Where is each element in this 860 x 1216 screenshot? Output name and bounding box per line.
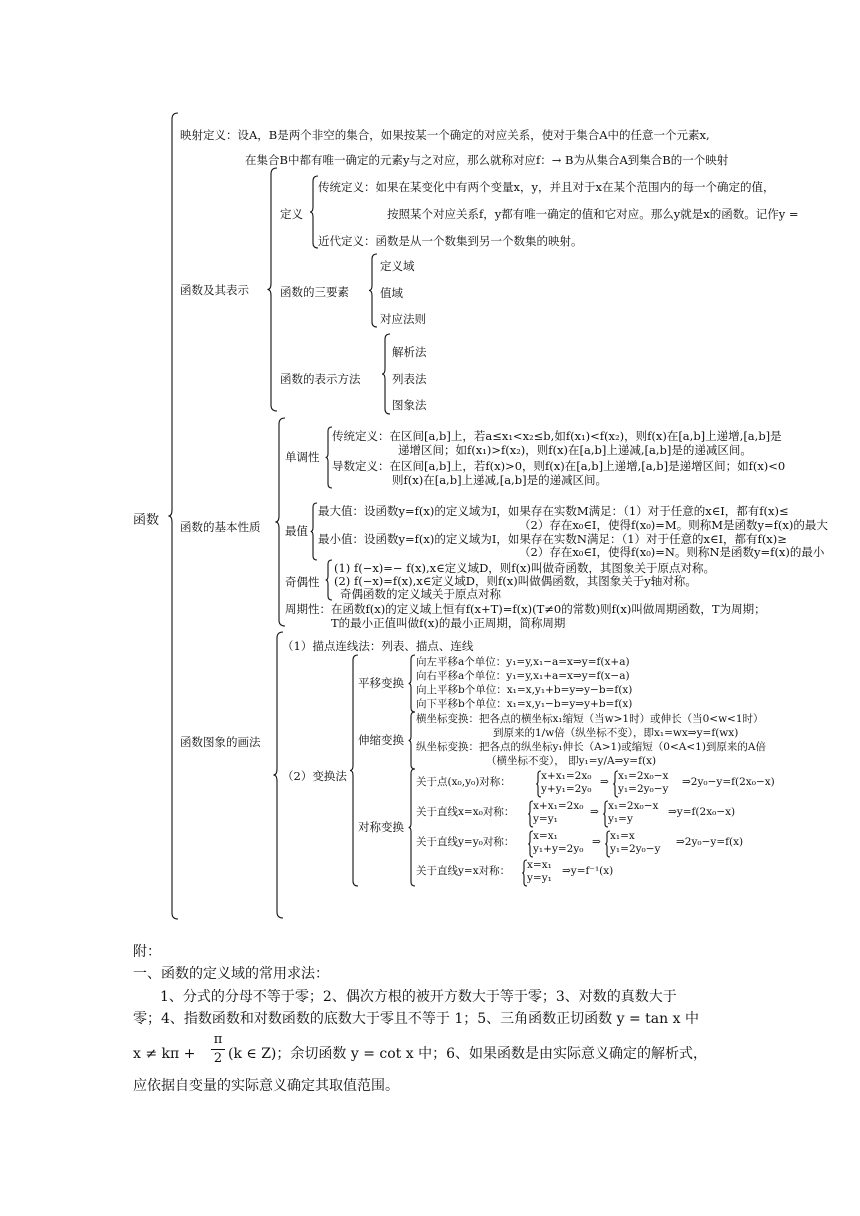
- brace-extremum: [311, 503, 317, 560]
- parity-line: 奇偶函数的定义域关于原点对称: [340, 587, 501, 601]
- symmetry-system: y₁+y=2y₀: [533, 843, 584, 855]
- symmetry-system: x+x₁=2x₀: [533, 800, 584, 812]
- symmetry-diagonal-prefix: 关于直线y=x对称：: [416, 865, 511, 877]
- appendix-paragraph: 1、分式的分母不等于零；2、偶次方根的被开方数大于等于零；3、对数的真数大于: [160, 989, 677, 1005]
- transform-method-label: （2）变换法: [282, 769, 347, 783]
- symmetry-result: ⇒y=f(2x₀−x): [668, 806, 736, 818]
- three-element-item: 值域: [380, 286, 403, 300]
- extremum-line: 最大值：设函数y=f(x)的定义域为I，如果存在实数M满足：（1）对于任意的x∈I，都有f(x)≤: [318, 504, 789, 518]
- translation-line: 向右平移a个单位：y₁=y,x₁+a=x⇒y=f(x−a): [416, 670, 630, 682]
- section-properties-title: 函数的基本性质: [180, 520, 261, 534]
- appendix-paragraph: 应依据自变量的实际意义确定其取值范围。: [133, 1078, 399, 1094]
- representation-methods-label: 函数的表示方法: [280, 372, 361, 386]
- brace-three-elements: [369, 254, 377, 327]
- symmetry-system: x=x₁: [533, 830, 558, 842]
- translation-label: 平移变换: [358, 676, 404, 690]
- symmetry-system: x₁=2x₀−x: [618, 770, 669, 782]
- translation-line: 向上平移b个单位：x₁=x,y₁+b=y⇒y−b=f(x): [416, 684, 633, 696]
- monotonicity-label: 单调性: [285, 450, 320, 464]
- implies-symbol: ⇒: [590, 806, 599, 818]
- brace-definition: [310, 176, 318, 248]
- appendix-paragraph: (k ∈ Z)；余切函数 y = cot x 中；6、如果函数是由实际意义确定的解析式，: [228, 1046, 707, 1062]
- extremum-line: （2）存在x₀∈I，使得f(x₀)=N。则称N是函数y=f(x)的最小: [519, 545, 825, 559]
- brace-transform: [350, 655, 358, 886]
- symmetry-system: y₁=2y₀−y: [618, 783, 669, 795]
- symmetry-label: 对称变换: [358, 820, 404, 834]
- brace-symmetry: [409, 769, 415, 886]
- three-element-item: 定义域: [380, 259, 415, 273]
- brace-root: [168, 113, 178, 919]
- symmetry-result: ⇒2y₀−y=f(x): [676, 836, 744, 848]
- monotonicity-line: 传统定义：在区间[a,b]上，若a≤x₁<x₂≤b,如f(x₁)<f(x₂)，则f(x)在[a,b]上递增,[a,b]是: [332, 429, 782, 443]
- root-label: 函数: [133, 513, 160, 528]
- appendix-heading: 一、函数的定义域的常用求法：: [133, 966, 329, 982]
- periodicity-line: 周期性：在函数f(x)的定义域上恒有f(x+T)=f(x)(T≠0的常数)则f(x)叫做周期函数，T为周期；: [285, 602, 766, 616]
- traditional-definition-line2: 按照某个对应关系f，y都有唯一确定的值和它对应。那么y就是x的函数。记作y =: [387, 207, 799, 221]
- symmetry-system: x=x₁: [527, 859, 552, 871]
- brace-scaling: [409, 712, 415, 769]
- symmetry-vline-prefix: 关于直线x=x₀对称：: [416, 806, 515, 818]
- monotonicity-line: 递增区间；如f(x₁)>f(x₂)，则f(x)在[a,b]上递减,[a,b]是的递减区间。: [398, 443, 752, 457]
- appendix-formula-start: x ≠ kπ +: [133, 1046, 196, 1062]
- parity-line: (1) f(−x)=− f(x),x∈定义域D，则f(x)叫做奇函数，其图象关于原点对称。: [334, 561, 716, 575]
- symmetry-result: ⇒2y₀−y=f(2x₀−x): [682, 776, 775, 788]
- brace-translation: [409, 655, 415, 712]
- symmetry-hline-prefix: 关于直线y=y₀对称：: [416, 836, 515, 848]
- brace-representation: [267, 168, 277, 411]
- three-element-item: 对应法则: [380, 312, 426, 326]
- monotonicity-line: 导数定义：在区间[a,b]上，若f(x)>0，则f(x)在[a,b]上递增,[a,b]是递增区间；如f(x)<0: [332, 459, 786, 473]
- symmetry-point-prefix: 关于点(x₀,y₀)对称：: [416, 776, 511, 788]
- symmetry-system: y=y₁: [533, 813, 558, 825]
- parity-line: (2) f(−x)=f(x),x∈定义域D，则f(x)叫做偶函数，其图象关于y轴对称。: [334, 574, 697, 588]
- section-graphing-title: 函数图象的画法: [180, 735, 261, 749]
- symmetry-system: y+y₁=2y₀: [541, 783, 592, 795]
- representation-item: 解析法: [392, 345, 427, 359]
- modern-definition: 近代定义：函数是从一个数集到另一个数集的映射。: [318, 234, 583, 248]
- mapping-definition-line1: 映射定义：设A，B是两个非空的集合，如果按某一个确定的对应关系，使对于集合A中的任意一个元素x,: [180, 128, 710, 142]
- symmetry-system: y=y₁: [527, 872, 552, 884]
- plotting-method: （1）描点连线法：列表、描点、连线: [282, 639, 474, 653]
- symmetry-system: x+x₁=2x₀: [541, 770, 592, 782]
- translation-line: 向下平移b个单位：x₁=x,y₁−b=y⇒y+b=f(x): [416, 698, 633, 710]
- scaling-line: 到原来的1/w倍（纵坐标不变），即x₁=wx⇒y=f(wx): [493, 727, 739, 739]
- monotonicity-line: 则f(x)在[a,b]上递减,[a,b]是的递减区间。: [392, 473, 608, 487]
- mapping-definition-line2: 在集合B中都有唯一确定的元素y与之对应，那么就称对应f：→ B为从集合A到集合B的一个映射: [245, 153, 729, 167]
- appendix-title: 附：: [133, 944, 161, 960]
- scaling-line: 纵坐标变换：把各点的纵坐标y₁伸长（A>1)或缩短（0<A<1)到原来的A倍: [416, 741, 767, 753]
- fraction-numerator: π: [213, 1032, 223, 1047]
- fraction-bar: [211, 1049, 225, 1050]
- symmetry-system: y₁=y: [608, 813, 633, 825]
- scaling-label: 伸缩变换: [358, 733, 404, 747]
- symmetry-system: x₁=x: [610, 830, 635, 842]
- representation-item: 图象法: [392, 398, 427, 412]
- symmetry-result: ⇒y=f⁻¹(x): [562, 865, 614, 877]
- parity-label: 奇偶性: [285, 575, 320, 589]
- section-representation-title: 函数及其表示: [180, 283, 249, 297]
- scaling-line: 横坐标变换：把各点的横坐标x₁缩短（当w>1时）或伸长（当0<w<1时）: [416, 713, 764, 725]
- brace-representation-methods: [382, 334, 390, 414]
- periodicity-line: T的最小正值叫做f(x)的最小正周期，简称周期: [331, 616, 566, 630]
- brace-properties: [275, 418, 285, 626]
- extremum-line: （2）存在x₀∈I，使得f(x₀)=M。则称M是函数y=f(x)的最大: [519, 518, 828, 532]
- representation-item: 列表法: [392, 372, 427, 386]
- extremum-line: 最小值：设函数y=f(x)的定义域为I，如果存在实数N满足：（1）对于任意的x∈I，都有f(x)≥: [318, 532, 787, 546]
- definition-label: 定义: [280, 207, 303, 221]
- translation-line: 向左平移a个单位：y₁=y,x₁−a=x⇒y=f(x+a): [416, 656, 630, 668]
- fraction-denominator: 2: [213, 1051, 223, 1066]
- three-elements-label: 函数的三要素: [280, 285, 349, 299]
- implies-symbol: ⇒: [592, 836, 601, 848]
- brace-parity: [326, 560, 332, 600]
- extremum-label: 最值: [285, 524, 308, 538]
- implies-symbol: ⇒: [600, 776, 609, 788]
- scaling-line: （横坐标不变）， 即y₁=y/A⇒y=f(x): [486, 755, 657, 767]
- appendix-paragraph: 零；4、指数函数和对数函数的底数大于零且不等于 1；5、三角函数正切函数 y = tan x 中: [133, 1011, 699, 1027]
- symmetry-system: x₁=2x₀−x: [608, 800, 659, 812]
- traditional-definition-line1: 传统定义：如果在某变化中有两个变量x，y，并且对于x在某个范围内的每一个确定的值，: [318, 180, 775, 194]
- symmetry-system: y₁=2y₀−y: [610, 843, 661, 855]
